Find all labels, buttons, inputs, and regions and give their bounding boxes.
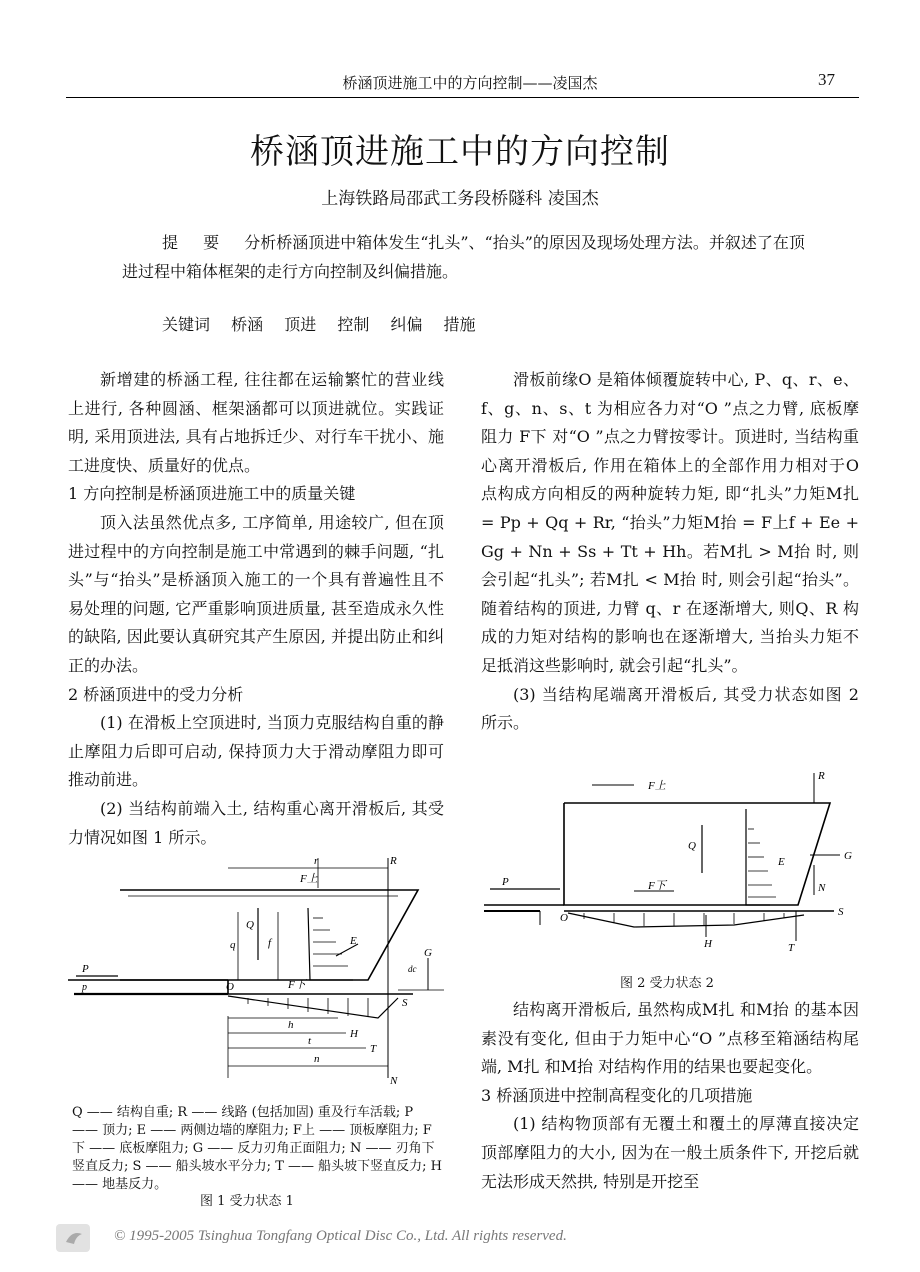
paragraph: (1) 在滑板上空顶进时, 当顶力克服结构自重的静止摩阻力后即可启动, 保持顶力大于滑动摩阻力即可推动前进。: [68, 713, 444, 790]
fig1-label-P: P: [82, 963, 89, 975]
fig1-label-Q: Q: [246, 919, 254, 931]
abstract-text: 分析桥涵顶进中箱体发生“扎头”、“抬头”的原因及现场处理方法。并叙述了在顶进过程中箱体框架的走行方向控制及纠偏措施。: [122, 233, 805, 281]
fig1-label-G: G: [424, 947, 432, 959]
fig1-label-dc: dc: [408, 964, 417, 974]
fig1-label-h: h: [288, 1019, 294, 1031]
paragraph: (1) 结构物顶部有无覆土和覆土的厚薄直接决定顶部摩阻力的大小, 因为在一般土质条件下, 开挖后就无法形成天然拱, 特别是开挖至: [481, 1114, 859, 1191]
section-heading-2: 2 桥涵顶进中的受力分析: [68, 684, 244, 704]
fig2-label-N: N: [818, 882, 826, 894]
figure-1-caption: 图 1 受力状态 1: [200, 1194, 294, 1209]
fig2-label-E: E: [778, 856, 785, 868]
header-rule: [66, 97, 859, 98]
fig1-label-f: f: [268, 937, 272, 949]
figure-1-legend: Q —— 结构自重; R —— 线路 (包括加固) 重及行车活载; P —— 顶力; E —— 两侧边墙的摩阻力; F上 —— 顶板摩阻力; F下 —— 底板摩阻力; G —— 反力刃角正面阻力; N —— 刃角下竖直反力; S —— 船头坡水平分力; T —— 船头坡下竖直反力; H —— 地基反力。: [72, 1105, 442, 1192]
figure-2-caption: 图 2 受力状态 2: [620, 976, 714, 991]
right-column-continued: [481, 996, 859, 1196]
keyword: 桥涵: [231, 315, 264, 334]
fig2-label-Q: Q: [688, 840, 696, 852]
fig2-label-P: P: [502, 876, 509, 888]
fig1-label-F-down: F下: [288, 979, 306, 991]
abstract-label: 提 要: [162, 233, 230, 252]
keyword: 控制: [337, 315, 370, 334]
author-line: 上海铁路局邵武工务段桥隧科 凌国杰: [321, 189, 599, 209]
copyright-footer: © 1995-2005 Tsinghua Tongfang Optical Disc Co., Ltd. All rights reserved.: [114, 1228, 567, 1244]
figure-1-diagram: [68, 848, 444, 1088]
paragraph: 滑板前缘O 是箱体倾覆旋转中心, P、q、r、e、f、g、n、s、t 为相应各力对“O ”点之力臂, 底板摩阻力 F下 对“O ”点之力臂按零计。顶进时, 当结构重心离开滑板后, 作用在箱体上的全部作用力相对于O 点构成方向相反的两种旋转力矩, 即“扎头”力矩M扎 = Pp + Qq + Rr, “抬头”力矩M抬 = F上f + Ee + Gg + Nn + Ss + Tt + Hh。若M扎 > M抬 时, 则会引起“扎头”; 若M扎 < M抬 时, 则会引起“抬头”。随着结构的顶进, 力臂 q、r 在逐渐增大, 则Q、R 构成的力矩对结构的影响也在逐渐增大, 当抬头力矩不足抵消这些影响时, 就会引起“扎头”。: [481, 370, 859, 675]
running-header: 桥涵顶进施工中的方向控制——凌国杰: [342, 74, 598, 92]
keyword: 措施: [443, 315, 476, 334]
fig1-label-O: O: [226, 981, 234, 993]
paragraph: (3) 当结构尾端离开滑板后, 其受力状态如图 2 所示。: [481, 684, 859, 733]
fig2-label-T: T: [788, 942, 795, 954]
fig1-label-r: r: [314, 855, 319, 867]
fig2-label-R: R: [818, 770, 825, 782]
fig1-label-p: p: [82, 982, 87, 993]
fig1-label-F-up: F上: [300, 873, 318, 885]
fig2-label-O: O: [560, 912, 568, 924]
figure-2-diagram: [484, 765, 860, 965]
fig1-label-N: N: [390, 1075, 398, 1087]
keywords: [162, 312, 492, 335]
article-title: 桥涵顶进施工中的方向控制: [250, 132, 670, 172]
section-heading-3: 3 桥涵顶进中控制高程变化的几项措施: [481, 1085, 753, 1105]
cnki-logo-icon: [56, 1224, 90, 1252]
keywords-label: 关键词: [162, 315, 211, 334]
keyword: 顶进: [284, 315, 317, 334]
fig2-label-F-down: F下: [648, 880, 666, 892]
fig1-label-E: E: [350, 935, 357, 947]
fig2-label-F-up: F上: [648, 780, 666, 792]
fig1-label-H: H: [350, 1028, 358, 1040]
page-number: 37: [818, 70, 835, 89]
fig1-label-t: t: [308, 1035, 312, 1047]
fig1-label-R: R: [390, 855, 397, 867]
abstract: [122, 228, 812, 286]
fig2-label-G: G: [844, 850, 852, 862]
paragraph: (2) 当结构前端入土, 结构重心离开滑板后, 其受力情况如图 1 所示。: [68, 798, 444, 847]
paragraph: 结构离开滑板后, 虽然构成M扎 和M抬 的基本因素没有变化, 但由于力矩中心“O ”点移至箱涵结构尾端, M扎 和M抬 对结构作用的结果也要起变化。: [481, 1000, 859, 1077]
fig2-label-H: H: [704, 938, 712, 950]
fig1-label-n: n: [314, 1053, 320, 1065]
fig1-label-T: T: [370, 1043, 377, 1055]
fig1-label-S: S: [402, 997, 408, 1009]
right-column: [481, 366, 859, 738]
paragraph: 顶入法虽然优点多, 工序简单, 用途较广, 但在顶进过程中的方向控制是施工中常遇到的棘手问题, “扎头”与“抬头”是桥涵顶入施工的一个具有普遍性且不易处理的问题, 它严重影响顶进质量, 甚至造成永久性的缺陷, 因此要认真研究其产生原因, 并提出防止和纠正的办法。: [68, 512, 444, 675]
paragraph: 新增建的桥涵工程, 往往都在运输繁忙的营业线上进行, 各种圆涵、框架涵都可以顶进就位。实践证明, 采用顶进法, 具有占地拆迁少、对行车干扰小、施工进度快、质量好的优点。: [68, 370, 444, 475]
left-column: [68, 366, 444, 852]
keyword: 纠偏: [390, 315, 423, 334]
section-heading-1: 1 方向控制是桥涵顶进施工中的质量关键: [68, 484, 356, 504]
fig1-label-q: q: [230, 939, 236, 951]
fig2-label-S: S: [838, 906, 844, 918]
